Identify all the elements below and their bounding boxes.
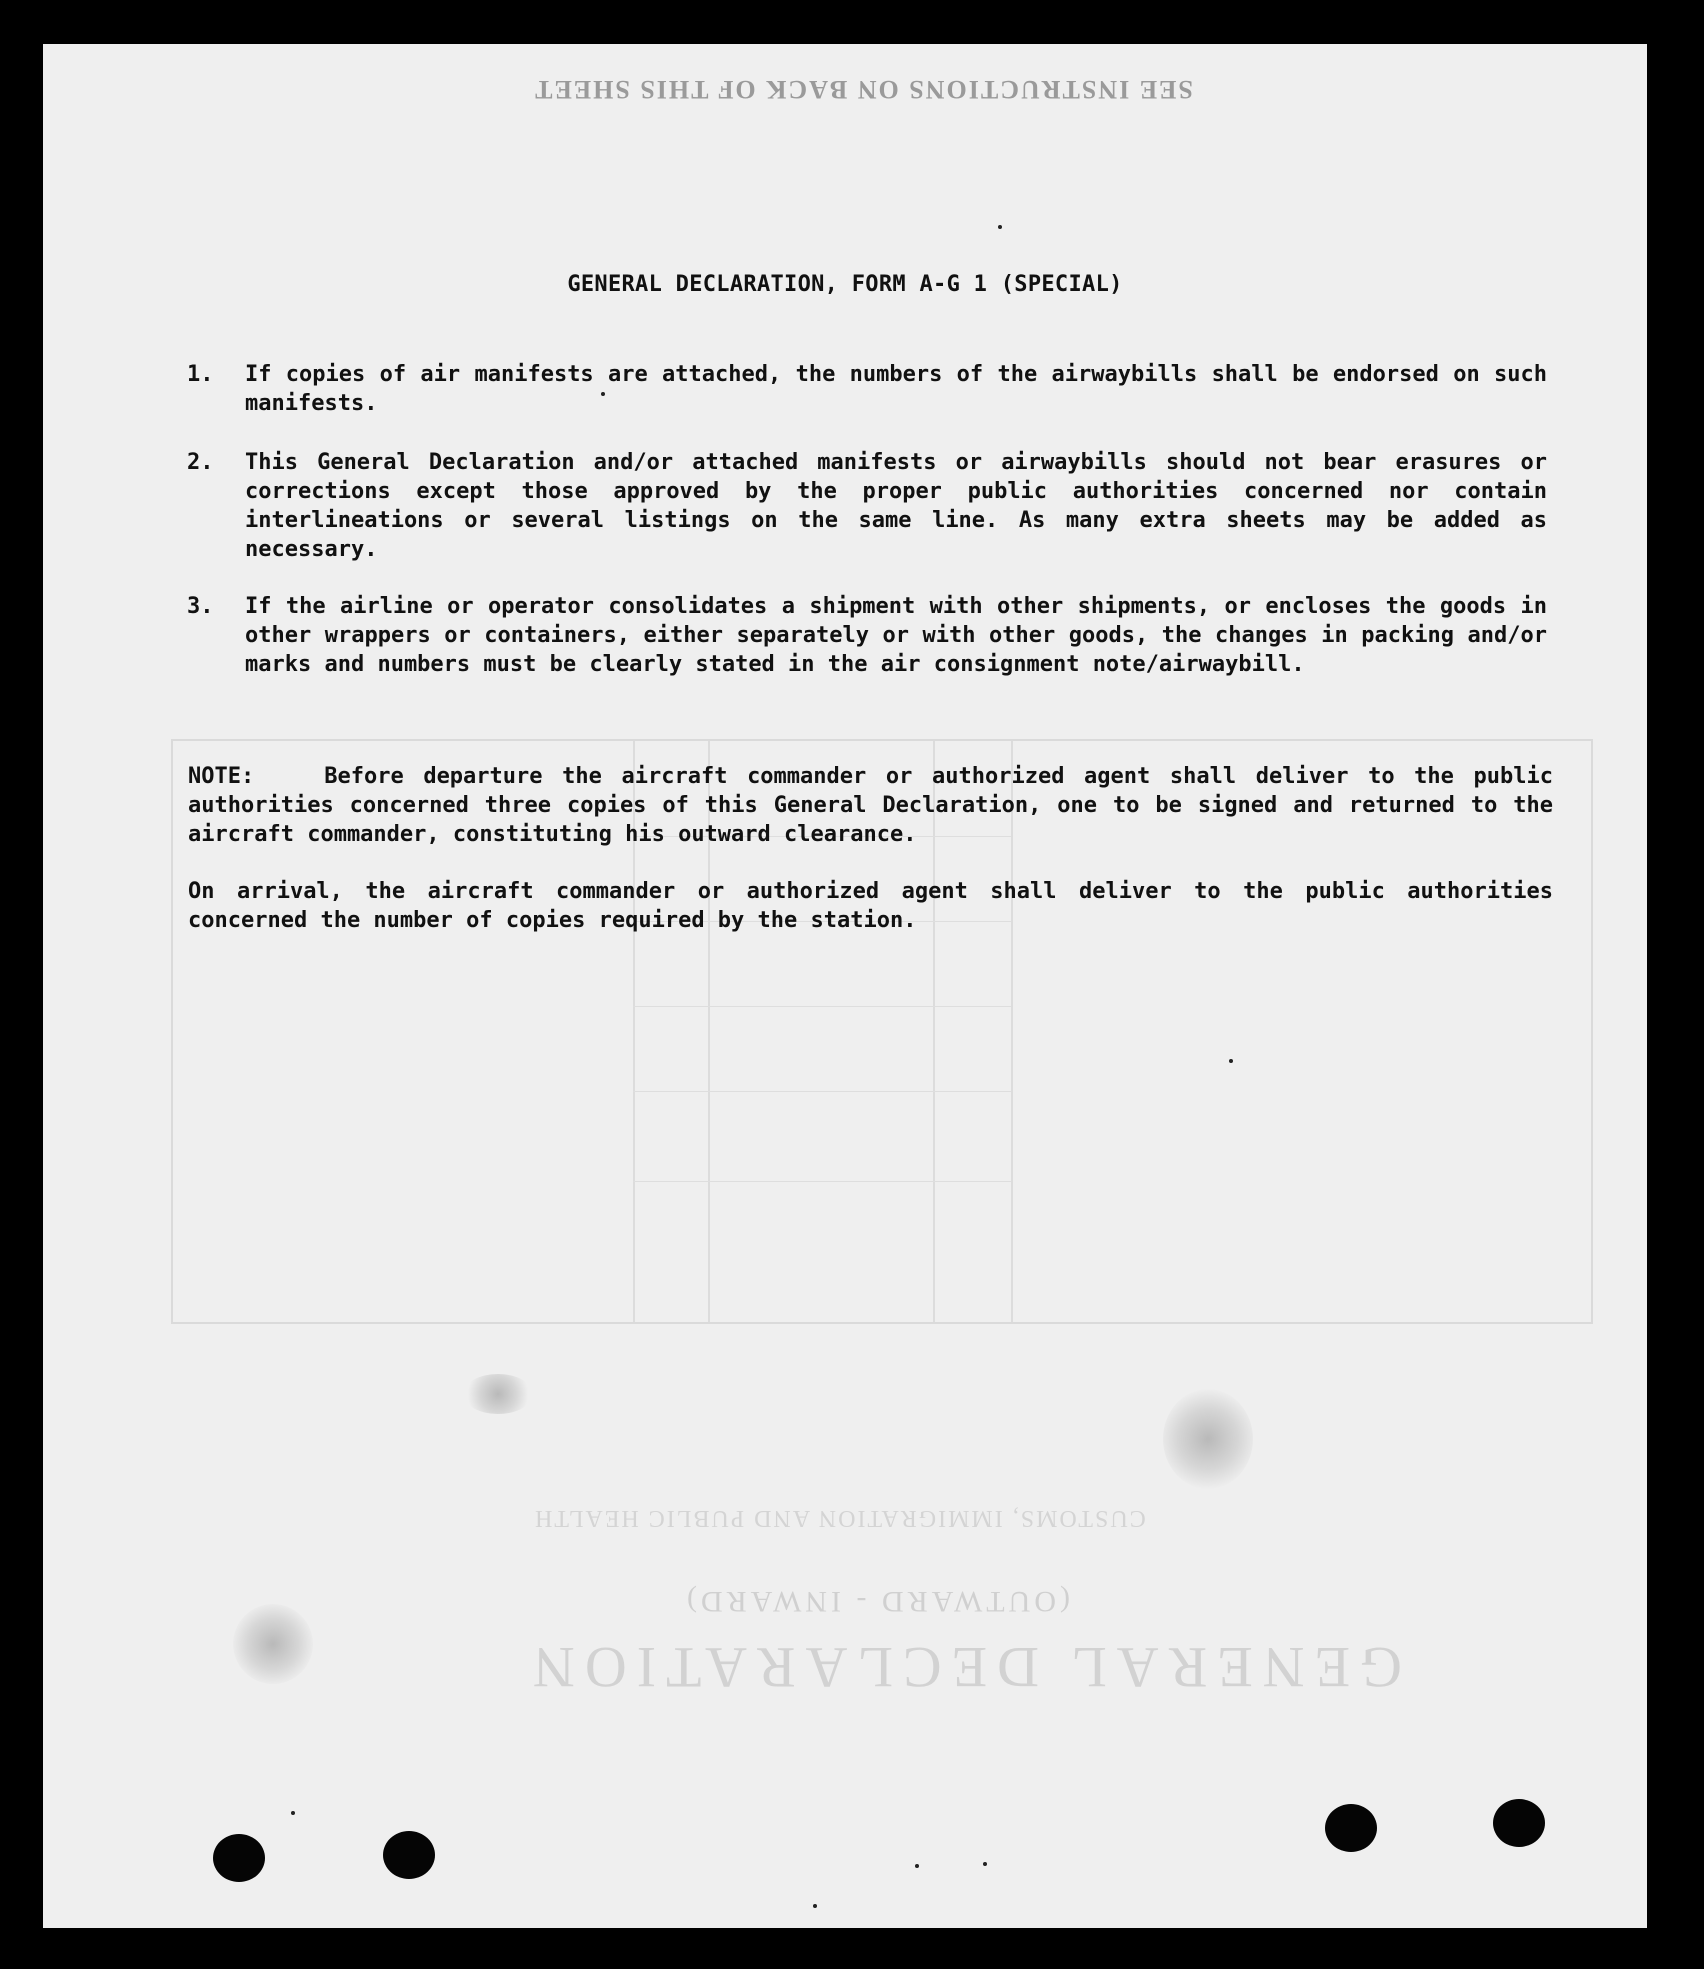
ink-speck (601, 392, 605, 396)
bleed-through-subtitle: (OUTWARD - INWARD) (683, 1585, 1070, 1618)
item-number: 3. (187, 594, 214, 619)
stamp-smudge (1163, 1389, 1253, 1489)
ink-speck (291, 1811, 295, 1815)
ink-speck (1229, 1059, 1233, 1063)
item-text: This General Declaration and/or attached manifests or airwaybills should not bear erasures or corrections except those approved by the proper public authorities concerned nor contain interlineations or several listings on the same line. As many extra sheets may be added as necessary. (245, 450, 1547, 562)
item-text: If copies of air manifests are attached, the numbers of the airwaybills shall be endorsed on such manifests. (245, 362, 1547, 416)
bleed-through-row-line (633, 1181, 1011, 1182)
stamp-smudge (233, 1604, 313, 1684)
item-number: 1. (187, 362, 214, 387)
note-label: NOTE: (188, 764, 255, 789)
item-number: 2. (187, 450, 214, 475)
punch-hole (1493, 1799, 1545, 1847)
punch-hole (1325, 1804, 1377, 1852)
arrival-paragraph: On arrival, the aircraft commander or authorized agent shall deliver to the public authorities concerned the number of copies required by the station. (188, 879, 1553, 933)
bleed-through-row-line (633, 1091, 1011, 1092)
note-paragraph (188, 762, 1553, 849)
document-title: GENERAL DECLARATION, FORM A-G 1 (SPECIAL) (567, 272, 1123, 297)
note-section (188, 762, 1553, 935)
ink-speck (813, 1904, 817, 1908)
ink-speck (983, 1862, 987, 1866)
bleed-through-header: SEE INSTRUCTIONS ON BACK OF THIS SHEET (533, 75, 1193, 104)
ink-speck (998, 225, 1002, 229)
instruction-item (187, 360, 1547, 418)
stamp-smudge (463, 1374, 533, 1414)
document-page (43, 44, 1647, 1928)
ink-speck (915, 1864, 919, 1868)
bleed-through-row-line (633, 1006, 1011, 1007)
item-text: If the airline or operator consolidates a shipment with other shipments, or encloses the goods in other wrappers or containers, either separately or with other goods, the changes in packing and/or marks and numbers must be clearly stated in the air consignment note/airwaybill. (245, 594, 1547, 677)
note-text: Before departure the aircraft commander or authorized agent shall deliver to the public authorities concerned three copies of this General Declaration, one to be signed and returned to the aircraft commander, constituting his outward clearance. (188, 764, 1553, 847)
punch-hole (213, 1834, 265, 1882)
instruction-item (187, 592, 1547, 679)
bleed-through-subtitle-2: CUSTOMS, IMMIGRATION AND PUBLIC HEALTH (533, 1505, 1146, 1531)
instruction-item (187, 448, 1547, 564)
bleed-through-title: GENERAL DECLARATION (523, 1635, 1402, 1700)
punch-hole (383, 1831, 435, 1879)
